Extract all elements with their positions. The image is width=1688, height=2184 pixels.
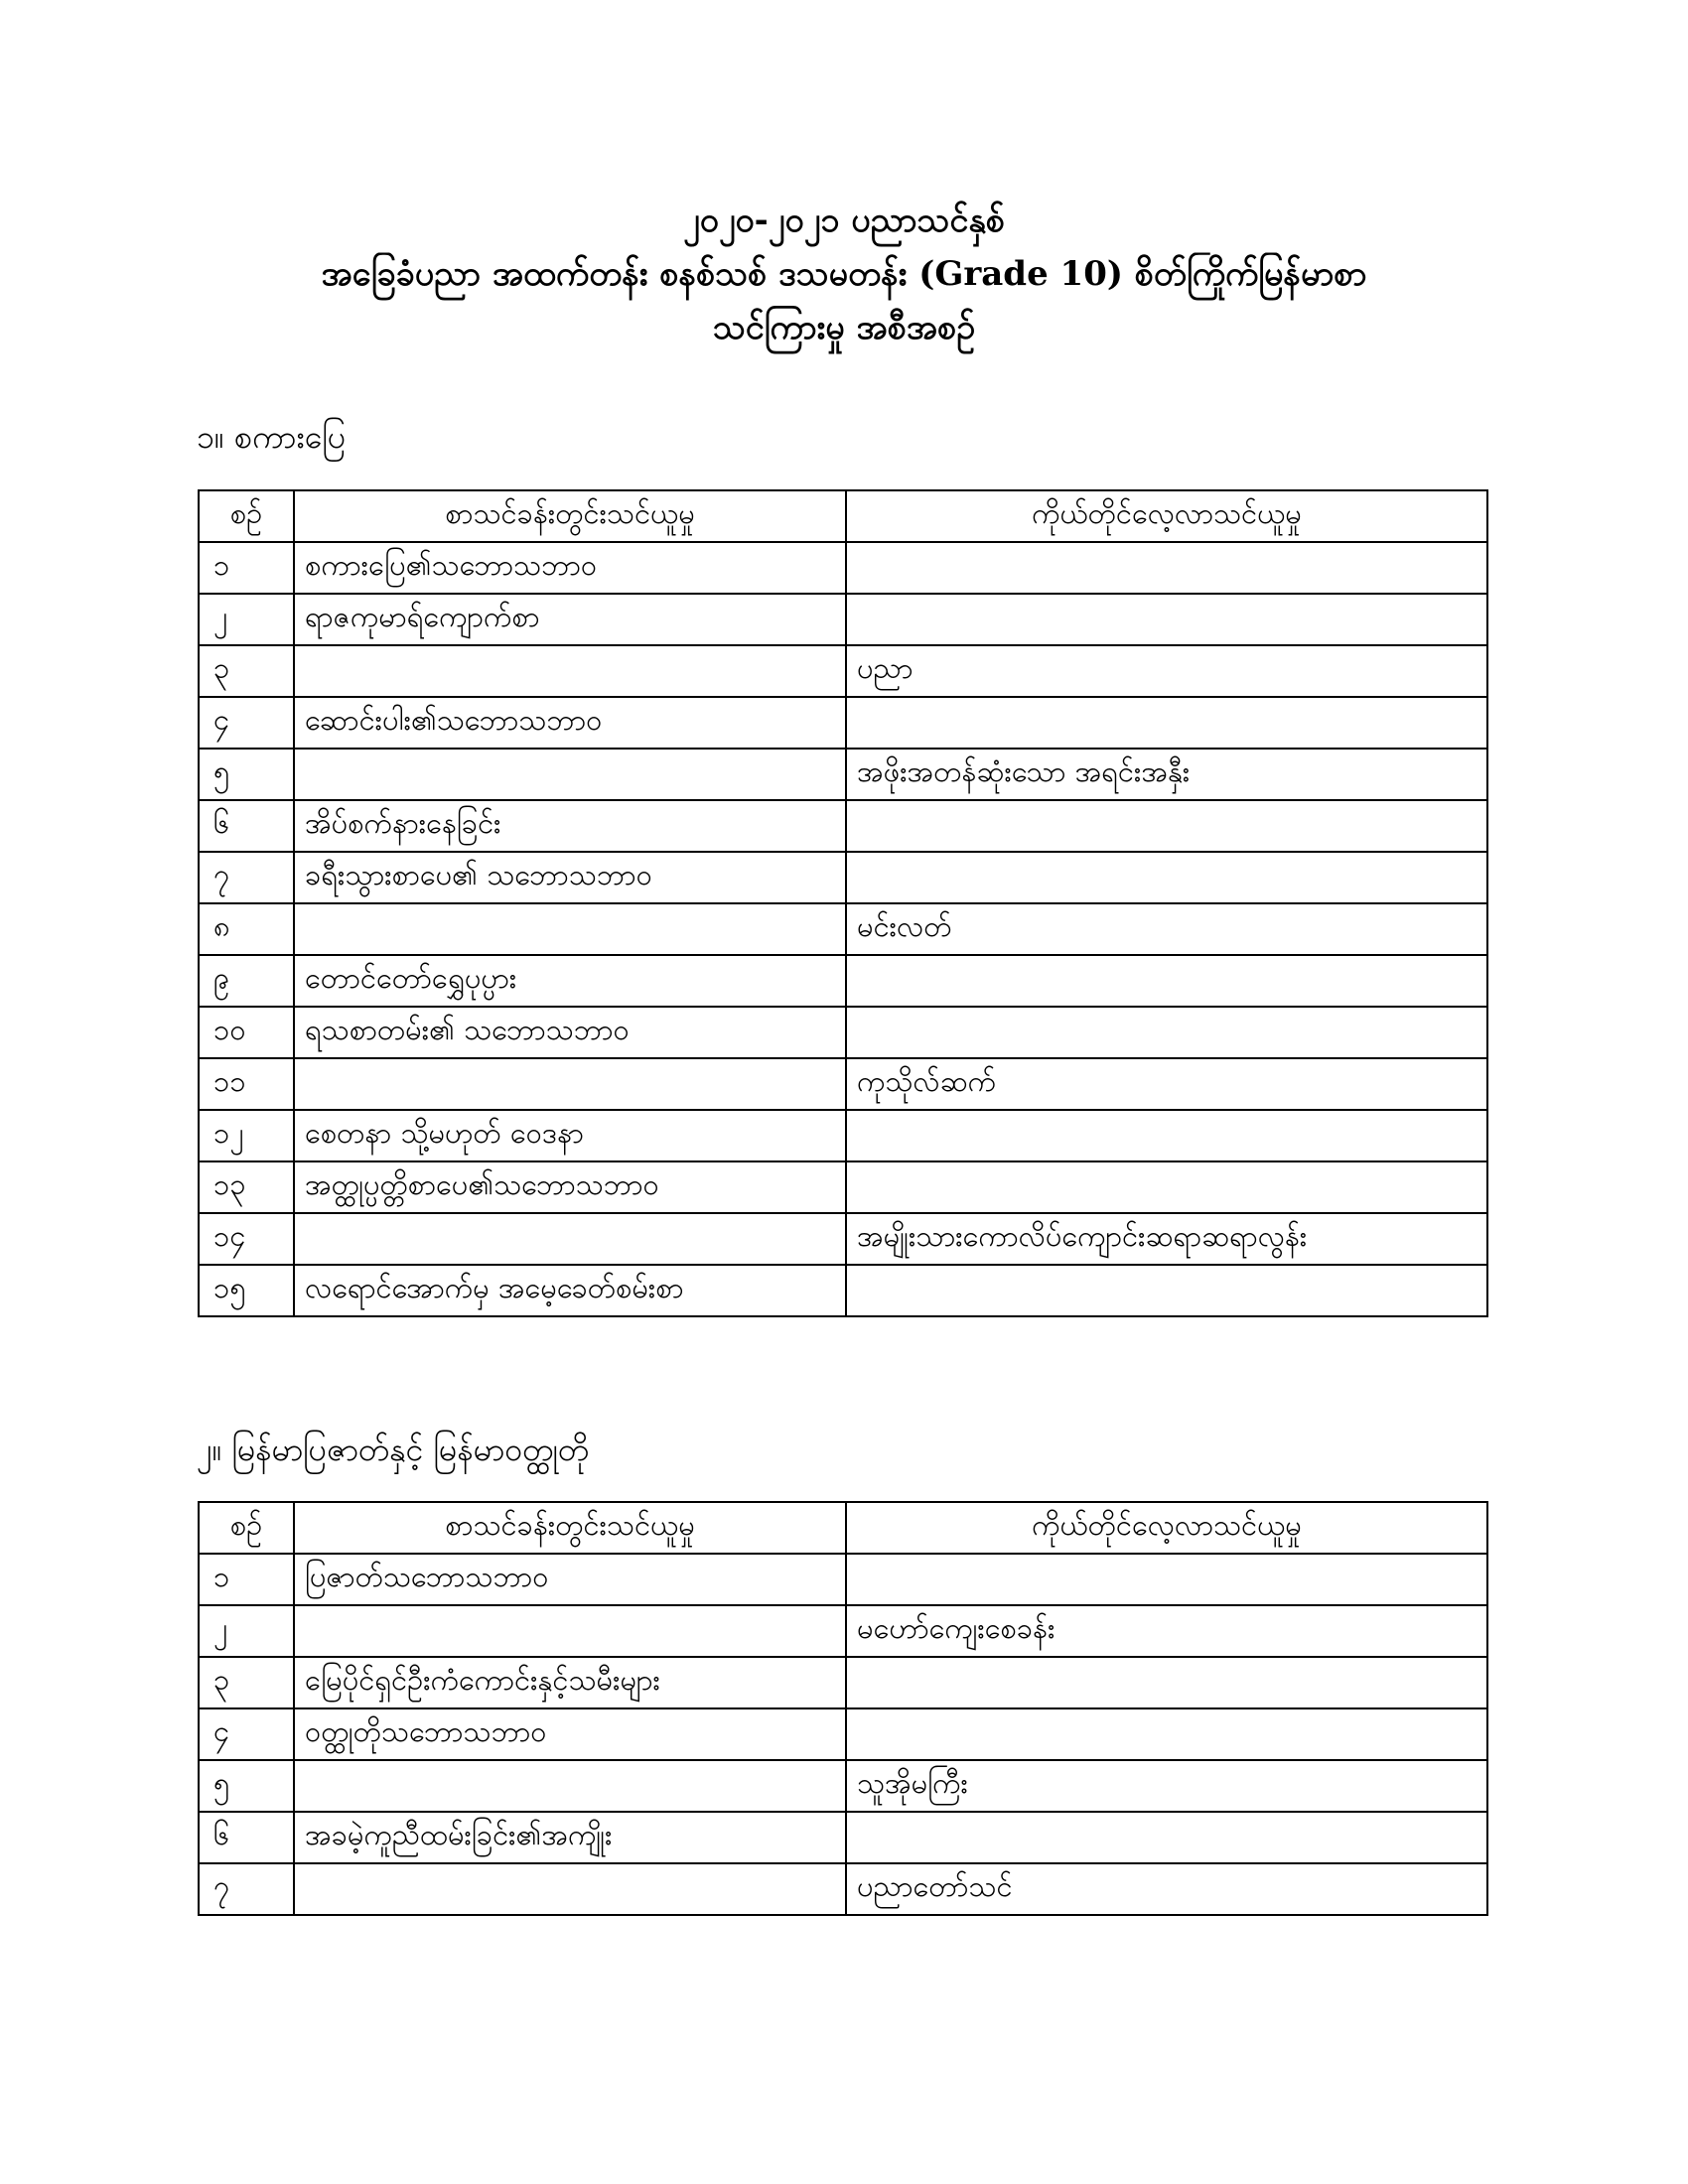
row-number: ၂ bbox=[199, 594, 294, 645]
row-number: ၆ bbox=[199, 800, 294, 852]
classroom-lesson: မြေပိုင်ရှင်ဦးကံကောင်းနှင့်သမီးများ bbox=[294, 1657, 846, 1708]
classroom-lesson: တောင်တော်ရွှေပုပ္ပား bbox=[294, 955, 846, 1007]
classroom-lesson: ပြဇာတ်သဘောသဘာဝ bbox=[294, 1554, 846, 1605]
table-row bbox=[199, 1760, 1487, 1812]
self-study-lesson bbox=[846, 1265, 1487, 1316]
row-number: ၈ bbox=[199, 903, 294, 955]
classroom-lesson: ဆောင်းပါး၏သဘောသဘာဝ bbox=[294, 697, 846, 749]
table-row bbox=[199, 852, 1487, 903]
table-row bbox=[199, 594, 1487, 645]
table-row bbox=[199, 1110, 1487, 1161]
table-row bbox=[199, 1161, 1487, 1213]
table-row bbox=[199, 1863, 1487, 1915]
column-header-no: စဉ် bbox=[199, 1502, 294, 1554]
self-study-lesson bbox=[846, 1708, 1487, 1760]
self-study-lesson: ပညာတော်သင် bbox=[846, 1863, 1487, 1915]
row-number: ၁၅ bbox=[199, 1265, 294, 1316]
column-header-self-study: ကိုယ်တိုင်လေ့လာသင်ယူမှု bbox=[846, 490, 1487, 542]
row-number: ၃ bbox=[199, 1657, 294, 1708]
self-study-lesson: အမျိုးသားကောလိပ်ကျောင်းဆရာဆရာလွန်း bbox=[846, 1213, 1487, 1265]
self-study-lesson: ကုသိုလ်ဆက် bbox=[846, 1058, 1487, 1110]
section-heading-drama-short-story: ၂။ မြန်မာပြဇာတ်နှင့် မြန်မာဝတ္ထုတို bbox=[197, 1431, 590, 1468]
table-row bbox=[199, 645, 1487, 697]
row-number: ၁၂ bbox=[199, 1110, 294, 1161]
self-study-lesson bbox=[846, 1007, 1487, 1058]
table-row bbox=[199, 1708, 1487, 1760]
self-study-lesson: မဟော်ကျေးစေခန်း bbox=[846, 1605, 1487, 1657]
row-number: ၁၃ bbox=[199, 1161, 294, 1213]
classroom-lesson bbox=[294, 1058, 846, 1110]
classroom-lesson: စကားပြေ၏သဘောသဘာဝ bbox=[294, 542, 846, 594]
self-study-lesson: ပညာ bbox=[846, 645, 1487, 697]
table-row bbox=[199, 955, 1487, 1007]
row-number: ၄ bbox=[199, 1708, 294, 1760]
table-row bbox=[199, 697, 1487, 749]
self-study-lesson: အဖိုးအတန်ဆုံးသော အရင်းအနှီး bbox=[846, 749, 1487, 800]
classroom-lesson: ရသစာတမ်း၏ သဘောသဘာဝ bbox=[294, 1007, 846, 1058]
table-row bbox=[199, 1657, 1487, 1708]
classroom-lesson bbox=[294, 903, 846, 955]
table-row bbox=[199, 542, 1487, 594]
document-title bbox=[0, 194, 1688, 354]
schedule-title: သင်ကြားမှု အစီအစဉ် bbox=[712, 308, 976, 347]
column-header-self-study: ကိုယ်တိုင်လေ့လာသင်ယူမှု bbox=[846, 1502, 1487, 1554]
table-row bbox=[199, 1265, 1487, 1316]
course-title: အခြေခံပညာ အထက်တန်း စနစ်သစ် ဒသမတန်း (Grade 10) စိတ်ကြိုက်မြန်မာစာ bbox=[321, 254, 1367, 294]
self-study-lesson bbox=[846, 1657, 1487, 1708]
table-row bbox=[199, 1554, 1487, 1605]
self-study-lesson bbox=[846, 594, 1487, 645]
table-header-row bbox=[199, 490, 1487, 542]
classroom-lesson bbox=[294, 1605, 846, 1657]
table-row bbox=[199, 1605, 1487, 1657]
classroom-lesson bbox=[294, 1213, 846, 1265]
self-study-lesson bbox=[846, 1812, 1487, 1863]
row-number: ၇ bbox=[199, 1863, 294, 1915]
table-row bbox=[199, 1007, 1487, 1058]
classroom-lesson bbox=[294, 1863, 846, 1915]
classroom-lesson: အခမဲ့ကူညီထမ်းခြင်း၏အကျိုး bbox=[294, 1812, 846, 1863]
classroom-lesson: အိပ်စက်နားနေခြင်း bbox=[294, 800, 846, 852]
self-study-lesson: မင်းလတ် bbox=[846, 903, 1487, 955]
table-row bbox=[199, 800, 1487, 852]
column-header-classroom: စာသင်ခန်းတွင်းသင်ယူမှု bbox=[294, 1502, 846, 1554]
row-number: ၄ bbox=[199, 697, 294, 749]
prose-syllabus-table bbox=[198, 489, 1488, 1317]
table-row bbox=[199, 1213, 1487, 1265]
row-number: ၁ bbox=[199, 1554, 294, 1605]
classroom-lesson: ခရီးသွားစာပေ၏ သဘောသဘာဝ bbox=[294, 852, 846, 903]
self-study-lesson bbox=[846, 800, 1487, 852]
row-number: ၅ bbox=[199, 749, 294, 800]
classroom-lesson bbox=[294, 749, 846, 800]
table-row bbox=[199, 903, 1487, 955]
column-header-no: စဉ် bbox=[199, 490, 294, 542]
self-study-lesson bbox=[846, 955, 1487, 1007]
row-number: ၂ bbox=[199, 1605, 294, 1657]
row-number: ၆ bbox=[199, 1812, 294, 1863]
table-row bbox=[199, 1058, 1487, 1110]
table-row bbox=[199, 1812, 1487, 1863]
classroom-lesson: ဝတ္ထုတိုသဘောသဘာဝ bbox=[294, 1708, 846, 1760]
table-header-row bbox=[199, 1502, 1487, 1554]
classroom-lesson: လရောင်အောက်မှ အမေ့ခေတ်စမ်းစာ bbox=[294, 1265, 846, 1316]
row-number: ၁၄ bbox=[199, 1213, 294, 1265]
self-study-lesson bbox=[846, 1161, 1487, 1213]
row-number: ၉ bbox=[199, 955, 294, 1007]
classroom-lesson bbox=[294, 645, 846, 697]
column-header-classroom: စာသင်ခန်းတွင်းသင်ယူမှု bbox=[294, 490, 846, 542]
classroom-lesson: စေတနာ သို့မဟုတ် ဝေဒနာ bbox=[294, 1110, 846, 1161]
table-row bbox=[199, 749, 1487, 800]
self-study-lesson bbox=[846, 1110, 1487, 1161]
section-heading-prose: ၁။ စကားပြေ bbox=[197, 418, 347, 456]
classroom-lesson: အတ္ထုပ္ပတ္တိစာပေ၏သဘောသဘာဝ bbox=[294, 1161, 846, 1213]
self-study-lesson bbox=[846, 542, 1487, 594]
self-study-lesson: သူအိုမကြီး bbox=[846, 1760, 1487, 1812]
row-number: ၁ bbox=[199, 542, 294, 594]
row-number: ၅ bbox=[199, 1760, 294, 1812]
drama-short-story-syllabus-table bbox=[198, 1501, 1488, 1916]
self-study-lesson bbox=[846, 1554, 1487, 1605]
row-number: ၇ bbox=[199, 852, 294, 903]
self-study-lesson bbox=[846, 697, 1487, 749]
classroom-lesson bbox=[294, 1760, 846, 1812]
row-number: ၁၀ bbox=[199, 1007, 294, 1058]
row-number: ၁၁ bbox=[199, 1058, 294, 1110]
row-number: ၃ bbox=[199, 645, 294, 697]
academic-year-title: ၂၀၂၀-၂၀၂၁ ပညာသင်နှစ် bbox=[683, 201, 1005, 240]
self-study-lesson bbox=[846, 852, 1487, 903]
classroom-lesson: ရာဇကုမာရ်ကျောက်စာ bbox=[294, 594, 846, 645]
